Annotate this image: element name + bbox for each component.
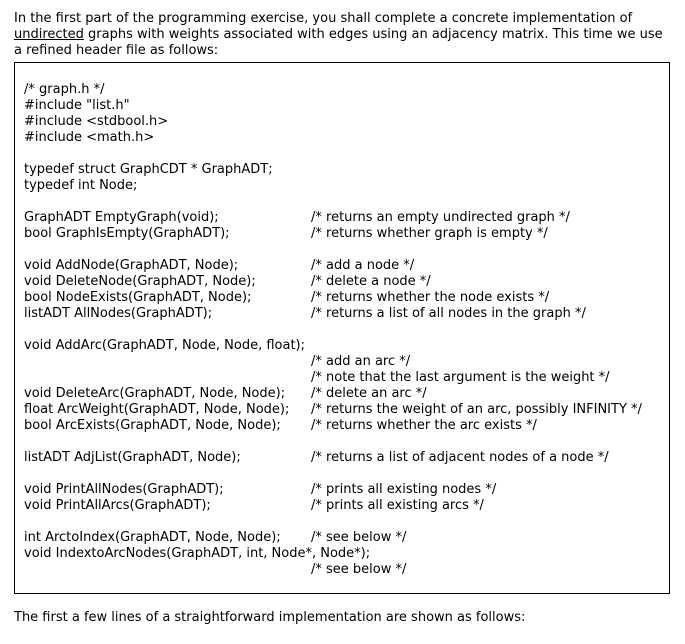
code-line: int ArctoIndex(GraphADT, Node, Node); [24,530,281,545]
code-comment: /* returns an empty undirected graph */ [311,210,570,225]
code-line: void AddNode(GraphADT, Node); [24,258,239,273]
code-comment: /* prints all existing nodes */ [311,482,497,497]
code-comment: /* returns whether graph is empty */ [311,226,548,241]
code-line: void IndextoArcNodes(GraphADT, int, Node*, Node*); [24,546,371,561]
outro-paragraph: The first a few lines of a straightforward implementation are shown as follows: [14,610,526,625]
code-line: listADT AdjList(GraphADT, Node); [24,450,241,465]
code-line: void DeleteNode(GraphADT, Node); [24,274,256,289]
code-line: typedef struct GraphCDT * GraphADT; [24,162,273,177]
code-line: typedef int Node; [24,178,138,193]
code-comment: /* returns the weight of an arc, possibly INFINITY */ [311,402,642,417]
intro-text-part1: In the first part of the programming exercise, you shall complete a concrete implementation of [14,11,633,26]
code-line: float ArcWeight(GraphADT, Node, Node); [24,402,290,417]
code-comment: /* delete an arc */ [311,386,427,401]
code-comment: /* returns a list of adjacent nodes of a node */ [311,450,609,465]
code-comment: /* see below */ [311,562,407,577]
code-line: #include <stdbool.h> [24,114,169,129]
code-line: bool NodeExists(GraphADT, Node); [24,290,252,305]
code-comment: /* add an arc */ [311,354,411,369]
code-line: bool GraphIsEmpty(GraphADT); [24,226,230,241]
code-line: /* graph.h */ [24,82,105,97]
code-comment: /* returns a list of all nodes in the graph */ [311,306,586,321]
code-comment: /* see below */ [311,530,407,545]
code-line: void PrintAllArcs(GraphADT); [24,498,211,513]
code-comment: /* returns whether the node exists */ [311,290,550,305]
code-line: void AddArc(GraphADT, Node, Node, float); [24,338,306,353]
code-line: GraphADT EmptyGraph(void); [24,210,219,225]
code-listing-box [14,62,670,594]
code-line: void DeleteArc(GraphADT, Node, Node); [24,386,286,401]
code-line: bool ArcExists(GraphADT, Node, Node); [24,418,281,433]
code-comment: /* returns whether the arc exists */ [311,418,537,433]
intro-underlined-word: undirected [14,27,84,42]
code-comment: /* add a node */ [311,258,415,273]
intro-paragraph [14,11,674,59]
code-comment: /* delete a node */ [311,274,431,289]
code-line: #include "list.h" [24,98,130,113]
code-line: void PrintAllNodes(GraphADT); [24,482,224,497]
code-line: #include <math.h> [24,130,155,145]
code-line: listADT AllNodes(GraphADT); [24,306,213,321]
code-comment: /* note that the last argument is the weight */ [311,370,610,385]
code-comment: /* prints all existing arcs */ [311,498,484,513]
intro-text-part2: graphs with weights associated with edges using an adjacency matrix. This time we use a refined header file as follows: [14,27,663,58]
